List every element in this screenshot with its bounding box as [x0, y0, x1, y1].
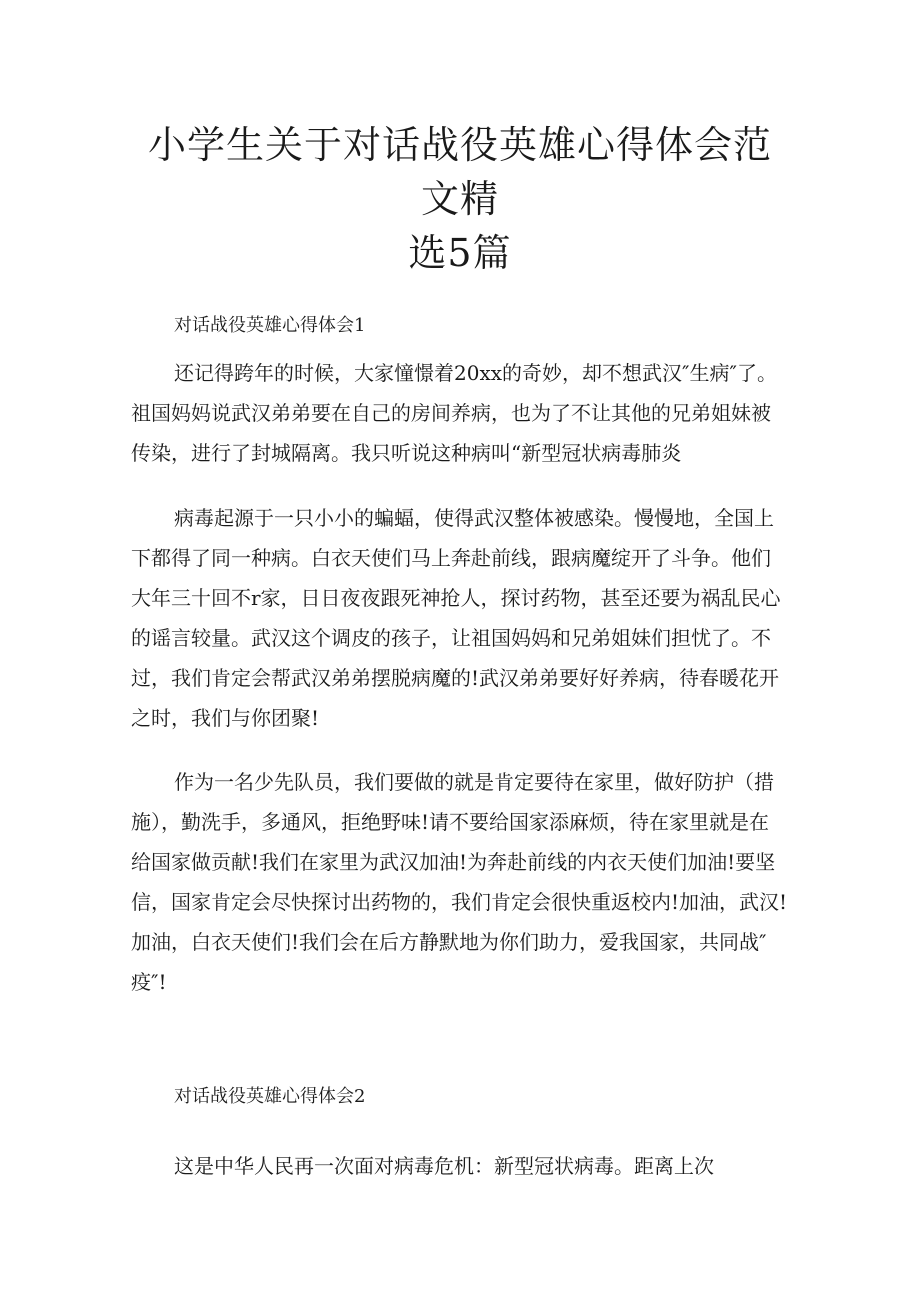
paragraph-line: 传染，进行了封城隔离。我只听说这种病叫“新型冠状病毒肺炎 — [131, 441, 682, 465]
paragraph-2 — [131, 498, 791, 738]
document-title — [130, 118, 790, 280]
paragraph-line: 还记得跨年的时候，大家憧憬着20xx的奇妙，却不想武汉″生病″了。 — [174, 361, 777, 385]
paragraph-line: 的谣言较量。武汉这个调皮的孩子，让祖国妈妈和兄弟姐妹们担忧了。不 — [131, 626, 771, 650]
paragraph-line: 之时，我们与你团聚! — [131, 706, 320, 730]
section-heading-2: 对话战役英雄心得体会2 — [174, 1086, 366, 1107]
paragraph-line: 这是中华人民再一次面对病毒危机：新型冠状病毒。距离上次 — [174, 1154, 714, 1178]
paragraph-line: 大年三十回不r家，日日夜夜跟死神抢人，探讨药物，甚至还要为祸乱民心 — [131, 586, 781, 610]
paragraph-line: 作为一名少先队员，我们要做的就是肯定要待在家里，做好防护（措 — [174, 770, 774, 794]
paragraph-1 — [131, 353, 791, 473]
paragraph-line: 下都得了同一种病。白衣天使们马上奔赴前线，跟病魔绽开了斗争。他们 — [131, 546, 771, 570]
paragraph-line: 疫″! — [131, 970, 167, 994]
paragraph-line: 施），勤洗手，多通风，拒绝野味!请不要给国家添麻烦，待在家里就是在 — [131, 810, 770, 834]
paragraph-line: 过，我们肯定会帮武汉弟弟摆脱病魔的!武汉弟弟要好好养病，待春暖花开 — [131, 666, 780, 690]
paragraph-4 — [131, 1146, 791, 1186]
paragraph-3 — [131, 762, 791, 1002]
paragraph-line: 加油，白衣天使们!我们会在后方静默地为你们助力，爱我国家，共同战″ — [131, 930, 767, 954]
paragraph-line: 病毒起源于一只小小的蝙蝠，使得武汉整体被感染。慢慢地，全国上 — [174, 506, 774, 530]
paragraph-line: 信，国家肯定会尽快探讨出药物的，我们肯定会很快重返校内!加油，武汉! — [131, 890, 788, 914]
title-line-2: 选5篇 — [408, 231, 512, 275]
paragraph-line: 给国家做贡献!我们在家里为武汉加油!为奔赴前线的内衣天使们加油!要坚 — [131, 850, 776, 874]
title-line-1: 小学生关于对话战役英雄心得体会范文精 — [147, 123, 772, 221]
section-heading-1: 对话战役英雄心得体会1 — [174, 315, 366, 336]
paragraph-line: 祖国妈妈说武汉弟弟要在自己的房间养病，也为了不让其他的兄弟姐妹被 — [131, 401, 771, 425]
